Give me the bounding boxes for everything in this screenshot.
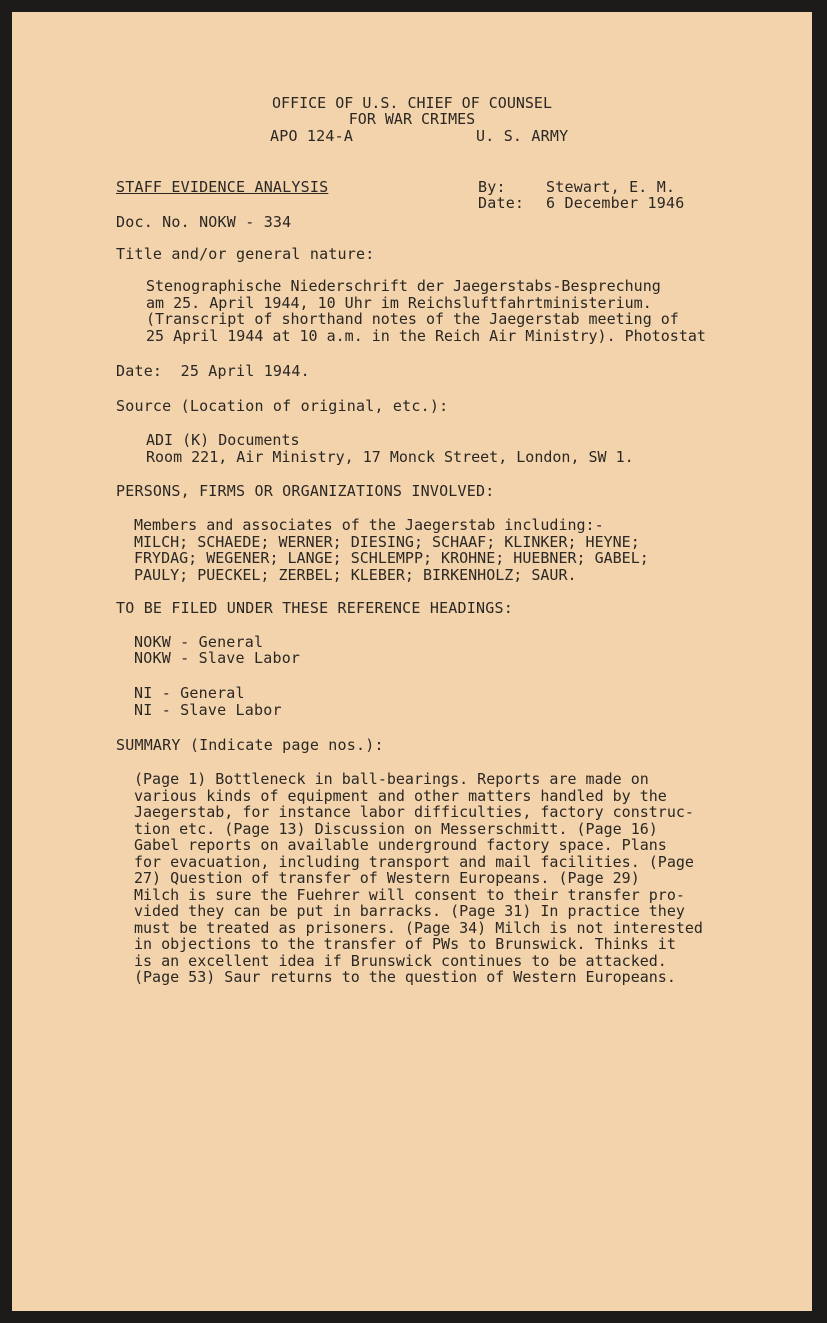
persons-line: MILCH; SCHAEDE; WERNER; DIESING; SCHAAF; KLINKER; HEYNE; <box>134 532 640 551</box>
source-text <box>146 432 634 465</box>
summary-line: Milch is sure the Fuehrer will consent to their transfer pro- <box>134 885 685 904</box>
by-value: Stewart, E. M. <box>546 178 676 196</box>
title-label: Title and/or general nature: <box>116 245 375 263</box>
persons-label: PERSONS, FIRMS OR ORGANIZATIONS INVOLVED: <box>116 482 495 500</box>
header-office: OFFICE OF U.S. CHIEF OF COUNSEL <box>272 94 552 112</box>
title-line: (Transcript of shorthand notes of the Jaegerstab meeting of <box>146 310 679 328</box>
title-line: Stenographische Niederschrift der Jaegerstabs-Besprechung <box>146 277 661 295</box>
form-title: STAFF EVIDENCE ANALYSIS <box>116 178 329 196</box>
doc-number: Doc. No. NOKW - 334 <box>116 213 292 231</box>
summary-line: in objections to the transfer of PWs to Brunswick. Thinks it <box>134 935 676 953</box>
summary-line: is an excellent idea if Brunswick continues to be attacked. <box>134 951 667 970</box>
heading-item: NOKW - Slave Labor <box>134 649 301 667</box>
persons-line: PAULY; PUECKEL; ZERBEL; KLEBER; BIRKENHOLZ; SAUR. <box>134 565 577 584</box>
summary-line: for evacuation, including transport and mail facilities. (Page <box>134 852 694 871</box>
filed-label: TO BE FILED UNDER THESE REFERENCE HEADINGS: <box>116 599 513 617</box>
heading-item: NI - Slave Labor <box>134 701 282 719</box>
by-label: By: <box>478 178 506 196</box>
date-label: Date: <box>478 194 525 212</box>
summary-line: various kinds of equipment and other matters handled by the <box>134 786 667 805</box>
source-line: Room 221, Air Ministry, 17 Monck Street, London, SW 1. <box>146 447 634 466</box>
summary-line: must be treated as prisoners. (Page 34) Milch is not interested <box>134 918 703 937</box>
title-line: am 25. April 1944, 10 Uhr im Reichsluftfahrtministerium. <box>146 293 652 312</box>
summary-line: (Page 53) Saur returns to the question of Western Europeans. <box>134 968 676 986</box>
summary-text <box>134 771 703 986</box>
persons-line: Members and associates of the Jaegerstab including:- <box>134 516 604 534</box>
summary-line: Gabel reports on available underground factory space. Plans <box>134 836 667 854</box>
heading-item: NI - General <box>134 684 245 702</box>
header-apo: APO 124-A <box>270 127 354 145</box>
summary-line: Jaegerstab, for instance labor difficulties, factory construc- <box>134 803 694 821</box>
persons-line: FRYDAG; WEGENER; LANGE; SCHLEMPP; KROHNE; HUEBNER; GABEL; <box>134 549 649 567</box>
header-war-crimes: FOR WAR CRIMES <box>348 110 476 128</box>
date-value: 6 December 1946 <box>546 194 685 212</box>
summary-line: 27) Question of transfer of Western Europeans. (Page 29) <box>134 869 640 887</box>
heading-item: NOKW - General <box>134 633 264 651</box>
summary-line: tion etc. (Page 13) Discussion on Messerschmitt. (Page 16) <box>134 819 658 838</box>
persons-text <box>134 517 649 583</box>
title-line: 25 April 1944 at 10 a.m. in the Reich Air Ministry). Photostat <box>146 326 706 345</box>
source-label: Source (Location of original, etc.): <box>116 397 449 415</box>
document-page <box>12 12 812 1311</box>
summary-line: (Page 1) Bottleneck in ball-bearings. Reports are made on <box>134 770 649 788</box>
header-army: U. S. ARMY <box>476 127 569 145</box>
title-text <box>146 278 706 344</box>
summary-line: vided they can be put in barracks. (Page 31) In practice they <box>134 902 685 920</box>
source-line: ADI (K) Documents <box>146 431 300 449</box>
summary-label: SUMMARY (Indicate page nos.): <box>116 736 384 754</box>
document-date: Date: 25 April 1944. <box>116 362 310 380</box>
